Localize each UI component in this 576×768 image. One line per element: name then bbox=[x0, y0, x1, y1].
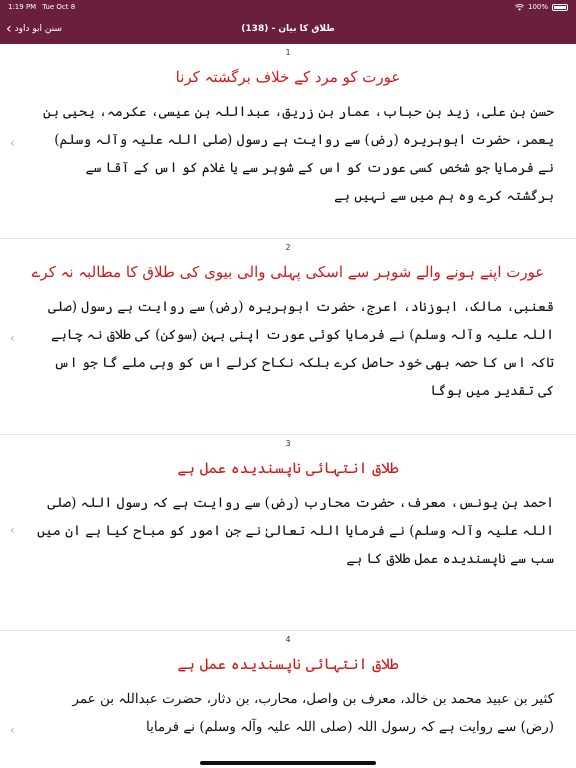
status-time: 1:19 PM bbox=[8, 3, 37, 11]
item-number: 3 bbox=[285, 439, 291, 448]
item-title: عورت کو مرد کے خلاف برگشتہ کرنا bbox=[175, 68, 401, 86]
item-text: احمد بن یونس، معرف، حضرت محارب (رض) سے روایت ہے کہ رسول اللہ (صلی اللہ علیہ وآلہ وسلم) نے فرمایا اللہ تعالیٰ نے جن امور کو مباح کیا ہے ان میں سب سے ناپسندیدہ عمل طلاق کا ہے bbox=[37, 495, 554, 567]
item-title: طلاق انتہائی ناپسندیدہ عمل ہے bbox=[177, 655, 399, 673]
nav-bar bbox=[0, 14, 576, 44]
chevron-left-icon: ‹ bbox=[6, 21, 12, 37]
chevron-left-icon: ‹ bbox=[10, 136, 15, 150]
item-number: 4 bbox=[285, 635, 291, 644]
item-text: کثیر بن عبید محمد بن خالد، معرف بن واصل، محارب، بن دثار، حضرت عبداللہ بن عمر (رض) سے روایت ہے کہ رسول اللہ (صلی اللہ علیہ وآلہ وسلم) نے فرمایا bbox=[72, 691, 554, 735]
back-label: سنن ابو داود bbox=[14, 24, 62, 34]
status-right bbox=[515, 3, 568, 11]
item-number: 1 bbox=[285, 48, 291, 57]
list-item[interactable] bbox=[0, 44, 576, 239]
hadith-list bbox=[0, 44, 576, 768]
status-bar bbox=[0, 0, 576, 14]
chevron-left-icon: ‹ bbox=[10, 523, 15, 537]
status-left bbox=[8, 3, 75, 11]
status-date: Tue Oct 8 bbox=[42, 3, 76, 11]
wifi-icon bbox=[515, 4, 524, 11]
chevron-left-icon: ‹ bbox=[10, 331, 15, 345]
battery-icon bbox=[552, 4, 568, 11]
home-indicator[interactable] bbox=[200, 761, 376, 765]
chevron-left-icon: ‹ bbox=[10, 723, 15, 737]
item-title: طلاق انتہائی ناپسندیدہ عمل ہے bbox=[177, 459, 399, 477]
battery-percent: 100% bbox=[527, 3, 548, 11]
page-title: طلاق کا بیان - (138) bbox=[241, 24, 335, 34]
item-number: 2 bbox=[285, 243, 291, 252]
list-item[interactable] bbox=[0, 435, 576, 631]
item-text: حسن بن علی، زید بن حباب، عمار بن زریق، عبداللہ بن عیسی، عکرمہ، یحیی بن یعمر، حضرت ابوہریرہ (رض) سے روایت ہے رسول (صلی اللہ علیہ وآلہ وسلم) نے فرمایا جو شخص کسی عورت کو اس کے شوہر سے یا غلام کو اس کے آقا سے برگشتہ کرے وہ ہم میں سے نہیں ہے bbox=[43, 104, 554, 204]
item-text: قعنبی، مالک، ابوزناد، اعرج، حضرت ابوہریرہ (رض) سے روایت ہے رسول (صلی اللہ علیہ وآلہ وسلم) نے فرمایا کوئی عورت اپنی بہن (سوکن) کی طلاق نہ چاہے تاکہ اس کا حصہ بھی خود حاصل کرے بلکہ نکاح کرلے اس کو وہی ملے گا جو اس کی تقدیر میں ہوگا bbox=[48, 299, 554, 399]
item-title: عورت اپنے ہونے والے شوہر سے اسکی پہلی والی بیوی کی طلاق کا مطالبہ نہ کرے bbox=[31, 263, 545, 281]
list-item[interactable] bbox=[0, 631, 576, 768]
list-item[interactable] bbox=[0, 239, 576, 435]
